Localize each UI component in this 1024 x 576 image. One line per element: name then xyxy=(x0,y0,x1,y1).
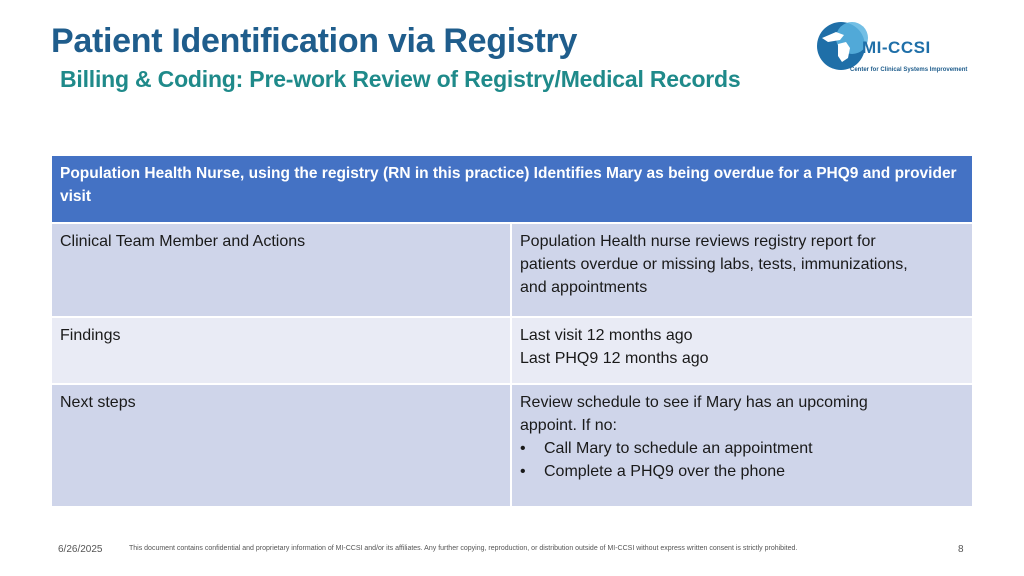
row-label: Next steps xyxy=(52,385,512,506)
mi-ccsi-logo xyxy=(814,18,979,80)
page-subtitle: Billing & Coding: Pre-work Review of Registry/Medical Records xyxy=(60,66,741,92)
table-row xyxy=(52,316,972,383)
row-line: Population Health nurse reviews registry report for xyxy=(520,233,876,250)
bullet-item xyxy=(520,460,964,483)
bullet-text: Call Mary to schedule an appointment xyxy=(544,440,813,457)
logo-wordmark: MI-CCSI xyxy=(862,38,931,57)
row-content xyxy=(512,385,972,506)
footer-confidentiality-note: This document contains confidential and proprietary information of MI-CCSI and/or its affiliates. Any further copying, reproduction, or distribution outside of MI-CCSI without express written consent is strictly prohibited. xyxy=(129,545,798,552)
bullet-item xyxy=(520,437,964,460)
row-content xyxy=(512,318,972,383)
bullet-icon: • xyxy=(520,463,526,480)
page-title: Patient Identification via Registry xyxy=(51,22,578,60)
row-line: Review schedule to see if Mary has an upcoming xyxy=(520,394,868,411)
row-label: Findings xyxy=(52,318,512,383)
row-line: Last PHQ9 12 months ago xyxy=(520,350,709,367)
bullet-text: Complete a PHQ9 over the phone xyxy=(544,463,786,480)
row-line: patients overdue or missing labs, tests, immunizations, xyxy=(520,256,908,273)
footer-date: 6/26/2025 xyxy=(58,544,103,555)
row-content xyxy=(512,224,972,316)
table-row xyxy=(52,383,972,506)
table-header: Population Health Nurse, using the registry (RN in this practice) Identifies Mary as being overdue for a PHQ9 and provider visit xyxy=(52,156,972,222)
row-line: appoint. If no: xyxy=(520,417,617,434)
page-number: 8 xyxy=(958,544,964,555)
row-line: and appointments xyxy=(520,279,648,296)
table-row xyxy=(52,222,972,316)
row-line: Last visit 12 months ago xyxy=(520,327,693,344)
row-label: Clinical Team Member and Actions xyxy=(52,224,512,316)
bullet-icon: • xyxy=(520,440,526,457)
logo-tagline: Center for Clinical Systems Improvement xyxy=(850,67,968,73)
